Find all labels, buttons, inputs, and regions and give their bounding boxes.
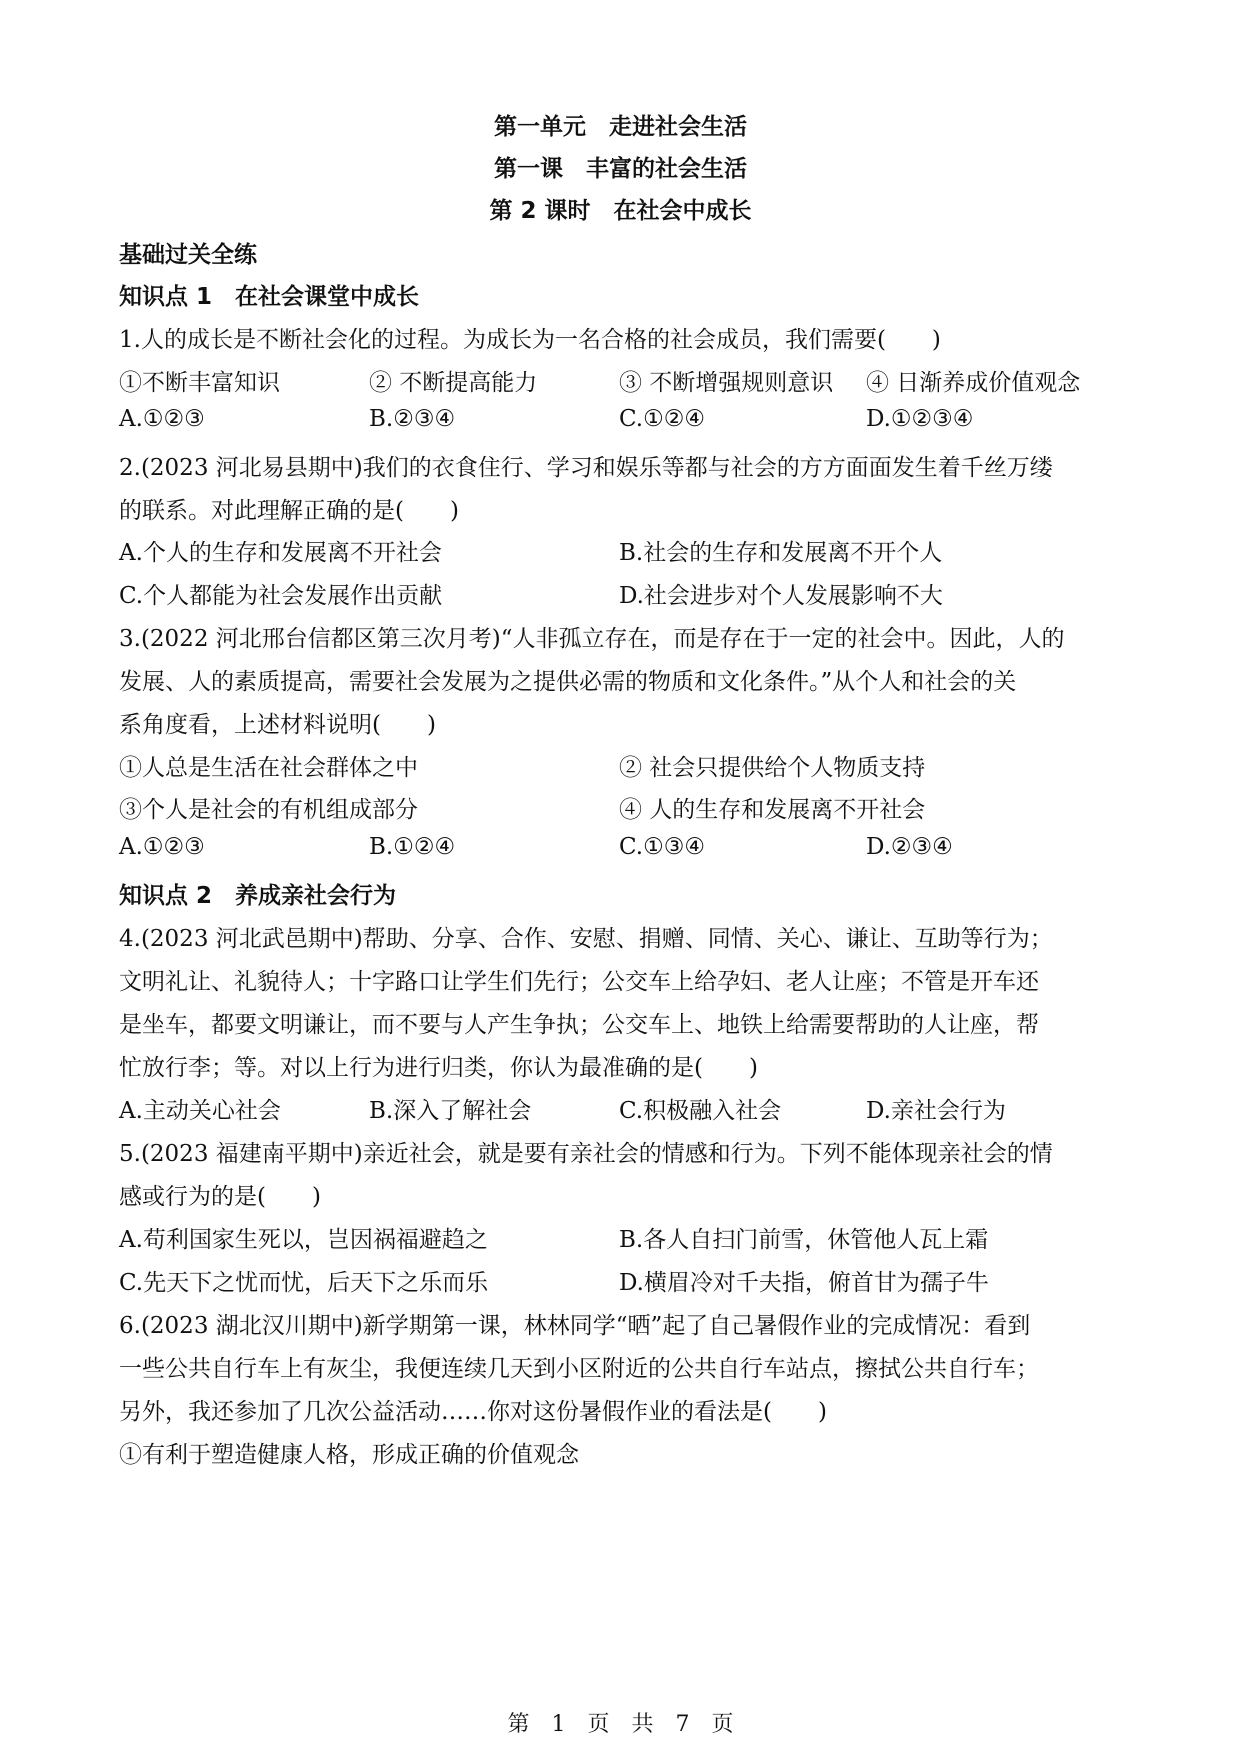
page-footer: 第 1 页 共 7 页 <box>507 1712 734 1737</box>
q2-option-c: C.个人都能为社会发展作出贡献 <box>119 583 443 609</box>
question-4-line-4: 忙放行李；等。对以上行为进行归类，你认为最准确的是( ) <box>119 1055 758 1081</box>
q1-option-b: B.②③④ <box>369 406 456 432</box>
q5-option-c: C.先天下之忧而忧，后天下之乐而乐 <box>119 1270 489 1296</box>
section-heading: 基础过关全练 <box>119 242 257 268</box>
q1-item-1: ①不断丰富知识 <box>119 370 280 396</box>
q3-option-d: D.②③④ <box>866 834 953 860</box>
q4-option-c: C.积极融入社会 <box>619 1098 782 1124</box>
question-2-line-2: 的联系。对此理解正确的是( ) <box>119 498 459 524</box>
q3-item-1: ①人总是生活在社会群体之中 <box>119 755 418 781</box>
knowledge-point-1: 知识点 1 在社会课堂中成长 <box>119 284 420 310</box>
q4-option-a: A.主动关心社会 <box>119 1098 281 1124</box>
question-1-stem: 1.人的成长是不断社会化的过程。为成长为一名合格的社会成员，我们需要( ) <box>119 327 941 353</box>
unit-title: 第一单元 走进社会生活 <box>494 114 747 140</box>
question-5-line-1: 5.(2023 福建南平期中)亲近社会，就是要有亲社会的情感和行为。下列不能体现亲社会的情 <box>119 1141 1053 1167</box>
q1-option-d: D.①②③④ <box>866 406 974 432</box>
question-2-line-1: 2.(2023 河北易县期中)我们的衣食住行、学习和娱乐等都与社会的方方面面发生着千丝万缕 <box>119 455 1053 481</box>
lesson-title: 第一课 丰富的社会生活 <box>494 156 747 182</box>
question-6-line-1: 6.(2023 湖北汉川期中)新学期第一课，林林同学“晒”起了自己暑假作业的完成情况：看到 <box>119 1313 1031 1339</box>
q1-item-3: ③ 不断增强规则意识 <box>619 370 834 396</box>
q4-option-d: D.亲社会行为 <box>866 1098 1006 1124</box>
q1-item-4: ④ 日渐养成价值观念 <box>866 370 1081 396</box>
q4-option-b: B.深入了解社会 <box>369 1098 532 1124</box>
q2-option-b: B.社会的生存和发展离不开个人 <box>619 540 943 566</box>
q2-option-d: D.社会进步对个人发展影响不大 <box>619 583 943 609</box>
q3-option-b: B.①②④ <box>369 834 456 860</box>
question-4-line-2: 文明礼让、礼貌待人；十字路口让学生们先行；公交车上给孕妇、老人让座；不管是开车还 <box>119 969 1039 995</box>
q1-option-c: C.①②④ <box>619 406 705 432</box>
period-title: 第 2 课时 在社会中成长 <box>489 198 752 224</box>
q3-item-3: ③个人是社会的有机组成部分 <box>119 797 418 823</box>
knowledge-point-2: 知识点 2 养成亲社会行为 <box>119 883 397 909</box>
question-3-line-1: 3.(2022 河北邢台信都区第三次月考)“人非孤立存在，而是存在于一定的社会中。因此，人的 <box>119 626 1065 652</box>
question-3-line-3: 系角度看，上述材料说明( ) <box>119 712 436 738</box>
q5-option-a: A.苟利国家生死以，岂因祸福避趋之 <box>119 1227 488 1253</box>
q5-option-d: D.横眉冷对千夫指，俯首甘为孺子牛 <box>619 1270 989 1296</box>
question-6-line-2: 一些公共自行车上有灰尘，我便连续几天到小区附近的公共自行车站点，擦拭公共自行车； <box>119 1356 1039 1382</box>
question-3-line-2: 发展、人的素质提高，需要社会发展为之提供必需的物质和文化条件。”从个人和社会的关 <box>119 669 1017 695</box>
question-6-line-3: 另外，我还参加了几次公益活动……你对这份暑假作业的看法是( ) <box>119 1399 827 1425</box>
q3-item-4: ④ 人的生存和发展离不开社会 <box>619 797 926 823</box>
q3-option-c: C.①③④ <box>619 834 705 860</box>
question-4-line-1: 4.(2023 河北武邑期中)帮助、分享、合作、安慰、捐赠、同情、关心、谦让、互助等行为； <box>119 926 1053 952</box>
q5-option-b: B.各人自扫门前雪，休管他人瓦上霜 <box>619 1227 989 1253</box>
q2-option-a: A.个人的生存和发展离不开社会 <box>119 540 442 566</box>
question-5-line-2: 感或行为的是( ) <box>119 1184 321 1210</box>
q3-option-a: A.①②③ <box>119 834 205 860</box>
q1-option-a: A.①②③ <box>119 406 205 432</box>
q6-item-1: ①有利于塑造健康人格，形成正确的价值观念 <box>119 1442 579 1468</box>
q3-item-2: ② 社会只提供给个人物质支持 <box>619 755 926 781</box>
question-4-line-3: 是坐车，都要文明谦让，而不要与人产生争执；公交车上、地铁上给需要帮助的人让座，帮 <box>119 1012 1039 1038</box>
q1-item-2: ② 不断提高能力 <box>369 370 538 396</box>
